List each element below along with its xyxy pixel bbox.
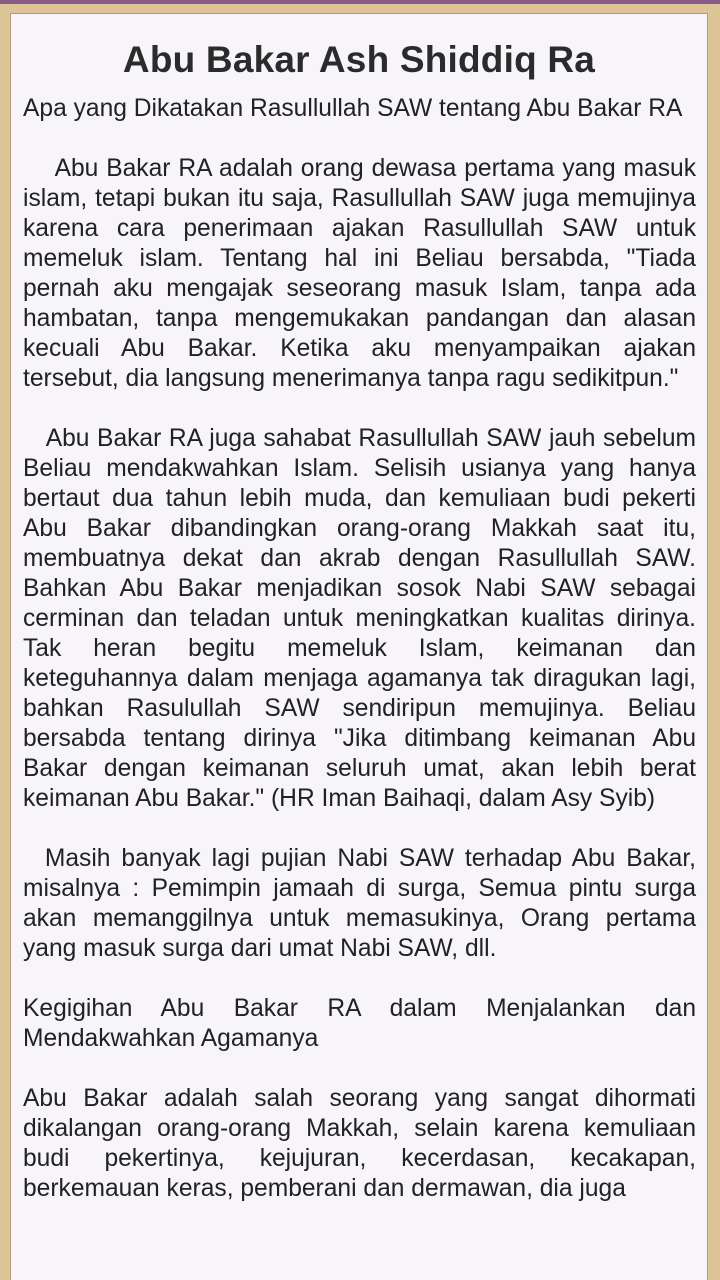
- article-body[interactable]: [11, 94, 707, 1204]
- top-accent-strip: [0, 0, 720, 4]
- article-paragraph: Abu Bakar adalah salah seorang yang sangat dihormati dikalangan orang-orang Makkah, selain karena kemuliaan budi pekertinya, kejujuran, kecerdasan, kecakapan, berkemauan keras, pemberani dan dermawan, dia juga: [23, 1085, 703, 1202]
- article-title: Abu Bakar Ash Shiddiq Ra: [122, 39, 596, 80]
- article-paragraph: Masih banyak lagi pujian Nabi SAW terhadap Abu Bakar, misalnya : Pemimpin jamaah di surga, Semua pintu surga akan memanggilnya untuk memasukinya, Orang pertama yang masuk surga dari umat Nabi SAW, dll.: [23, 845, 703, 962]
- article-paragraph: Apa yang Dikatakan Rasullullah SAW tentang Abu Bakar RA: [23, 95, 683, 122]
- article-paragraph: Abu Bakar RA adalah orang dewasa pertama yang masuk islam, tetapi bukan itu saja, Rasullullah SAW juga memujinya karena cara penerimaan ajakan Rasullullah SAW untuk memeluk islam. Tentang hal ini Beliau bersabda, "Tiada pernah aku mengajak seseorang masuk Islam, tanpa ada hambatan, tanpa mengemukakan pandangan dan alasan kecuali Abu Bakar. Ketika aku menyampaikan ajakan tersebut, dia langsung menerimanya tanpa ragu sedikitpun.": [23, 155, 703, 392]
- article-card[interactable]: [10, 13, 708, 1280]
- article-paragraph: Kegigihan Abu Bakar RA dalam Menjalankan dan Mendakwahkan Agamanya: [23, 995, 703, 1052]
- article-paragraph: Abu Bakar RA juga sahabat Rasullullah SAW jauh sebelum Beliau mendakwahkan Islam. Selisih usianya yang hanya bertaut dua tahun lebih muda, dan kemuliaan budi pekerti Abu Bakar dibandingkan orang-orang Makkah saat itu, membuatnya dekat dan akrab dengan Rasullullah SAW. Bahkan Abu Bakar menjadikan sosok Nabi SAW sebagai cerminan dan teladan untuk meningkatkan kualitas dirinya. Tak heran begitu memeluk Islam, keimanan dan keteguhannya dalam menjaga agamanya tak diragukan lagi, bahkan Rasulullah SAW sendiripun memujinya. Beliau bersabda tentang dirinya "Jika ditimbang keimanan Abu Bakar dengan keimanan seluruh umat, akan lebih berat keimanan Abu Bakar." (HR Iman Baihaqi, dalam Asy Syib): [23, 425, 703, 812]
